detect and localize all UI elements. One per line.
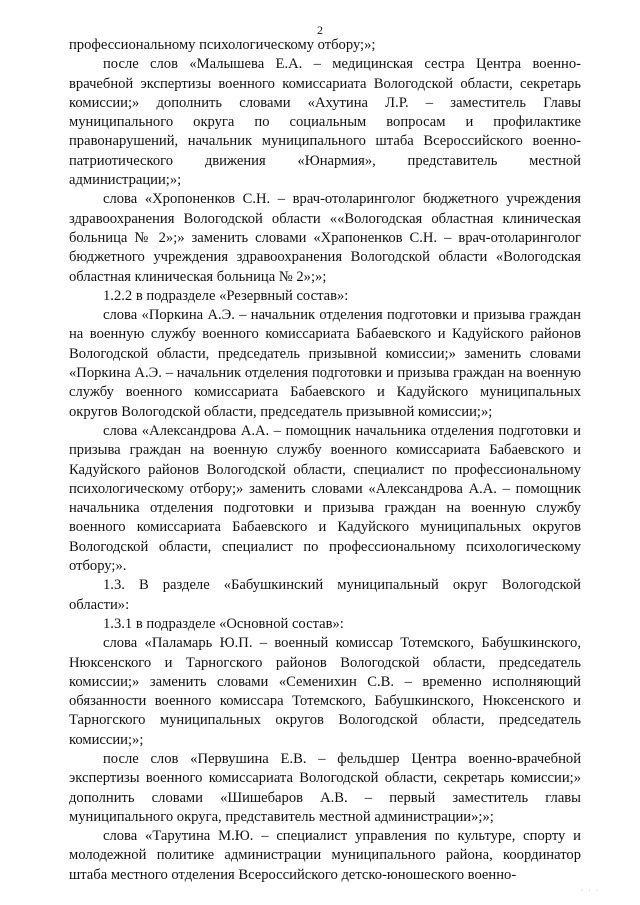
paragraph-amendment-porkina: слова «Поркина А.Э. – начальник отделения подготовки и призыва граждан на военную службу военного комиссариата Бабаевского и Кадуйского районов Вологодской области, председатель призывной комиссии;» заменить словами «Поркина А.Э. – начальник отделения подготовки и призыва граждан на военную службу военного комиссариата Бабаевского и Кадуйского муниципальных округов Вологодской области, председатель призывной комиссии;»; [69,307,581,420]
paragraph-amendment-tarutina: слова «Тарутина М.Ю. – специалист управления по культуре, спорту и молодежной политике администрации муниципального района, координатор штаба местного отделения Всероссийского детско-юношеского военно- [69,828,581,883]
paragraph-subsection-reserve: 1.2.2 в подразделе «Резервный состав»: [103,287,349,304]
page-number: 2 [317,23,323,37]
paragraph-amendment-khroponenkov: слова «Хропоненков С.Н. – врач-отоларинголог бюджетного учреждения здравоохранения Вологодской области ««Вологодская областная клиническая больница № 2»;» заменить словами «Храпоненков С.Н. – врач-отоларинголог бюджетного учреждения здравоохранения Вологодской области «Вологодская областная клиническая больница № 2»;»; [69,191,581,285]
paragraph-amendment-malysheva: после слов «Малышева Е.А. – медицинская сестра Центра военно-врачебной экспертизы военного комиссариата Вологодской области, секретарь комиссии;» дополнить словами «Ахутина Л.Р. – заместитель Главы муниципального округа по социальным вопросам и профилактике правонарушений, начальник муниципального штаба Всероссийского военно-патриотического движения «Юнармия», представитель местной администрации;»; [69,56,581,189]
scan-artifact-marks: · · · [581,888,600,894]
paragraph-amendment-aleksandrova: слова «Александрова А.А. – помощник начальника отделения подготовки и призыва граждан на военную службу военного комиссариата Бабаевского и Кадуйского районов Вологодской области, специалист по профессиональному психологическому отбору;» заменить словами «Александрова А.А. – помощник начальника отделения подготовки и призыва граждан на военную службу военного комиссариата Бабаевского и Кадуйского муниципальных округов Вологодской области, специалист по профессиональному психологическому отбору;». [69,422,581,575]
paragraph-subsection-main: 1.3.1 в подразделе «Основной состав»: [103,615,344,632]
paragraph-continuation: профессиональному психологическому отбору;»; [69,37,376,53]
paragraph-amendment-palamar: слова «Паламарь Ю.П. – военный комиссар Тотемского, Бабушкинского, Нюксенского и Тарногского районов Вологодской области, председатель комиссии;» заменить словами «Семенихин С.В. – временно исполняющий обязанности военного комиссара Тотемского, Бабушкинского, Нюксенского и Тарногского муниципальных округов Вологодской области, председатель комиссии;»; [69,635,581,748]
paragraph-section-babushkinsky: 1.3. В разделе «Бабушкинский муниципальный округ Вологодской области»: [69,577,581,613]
paragraph-amendment-pervushina: после слов «Первушина Е.В. – фельдшер Центра военно-врачебной экспертизы военного комиссариата Вологодской области, секретарь комиссии;» дополнить словами «Шишебаров А.В. – первый заместитель главы муниципального округа, представитель местной администрации»;»; [69,750,581,825]
document-body [69,36,581,885]
